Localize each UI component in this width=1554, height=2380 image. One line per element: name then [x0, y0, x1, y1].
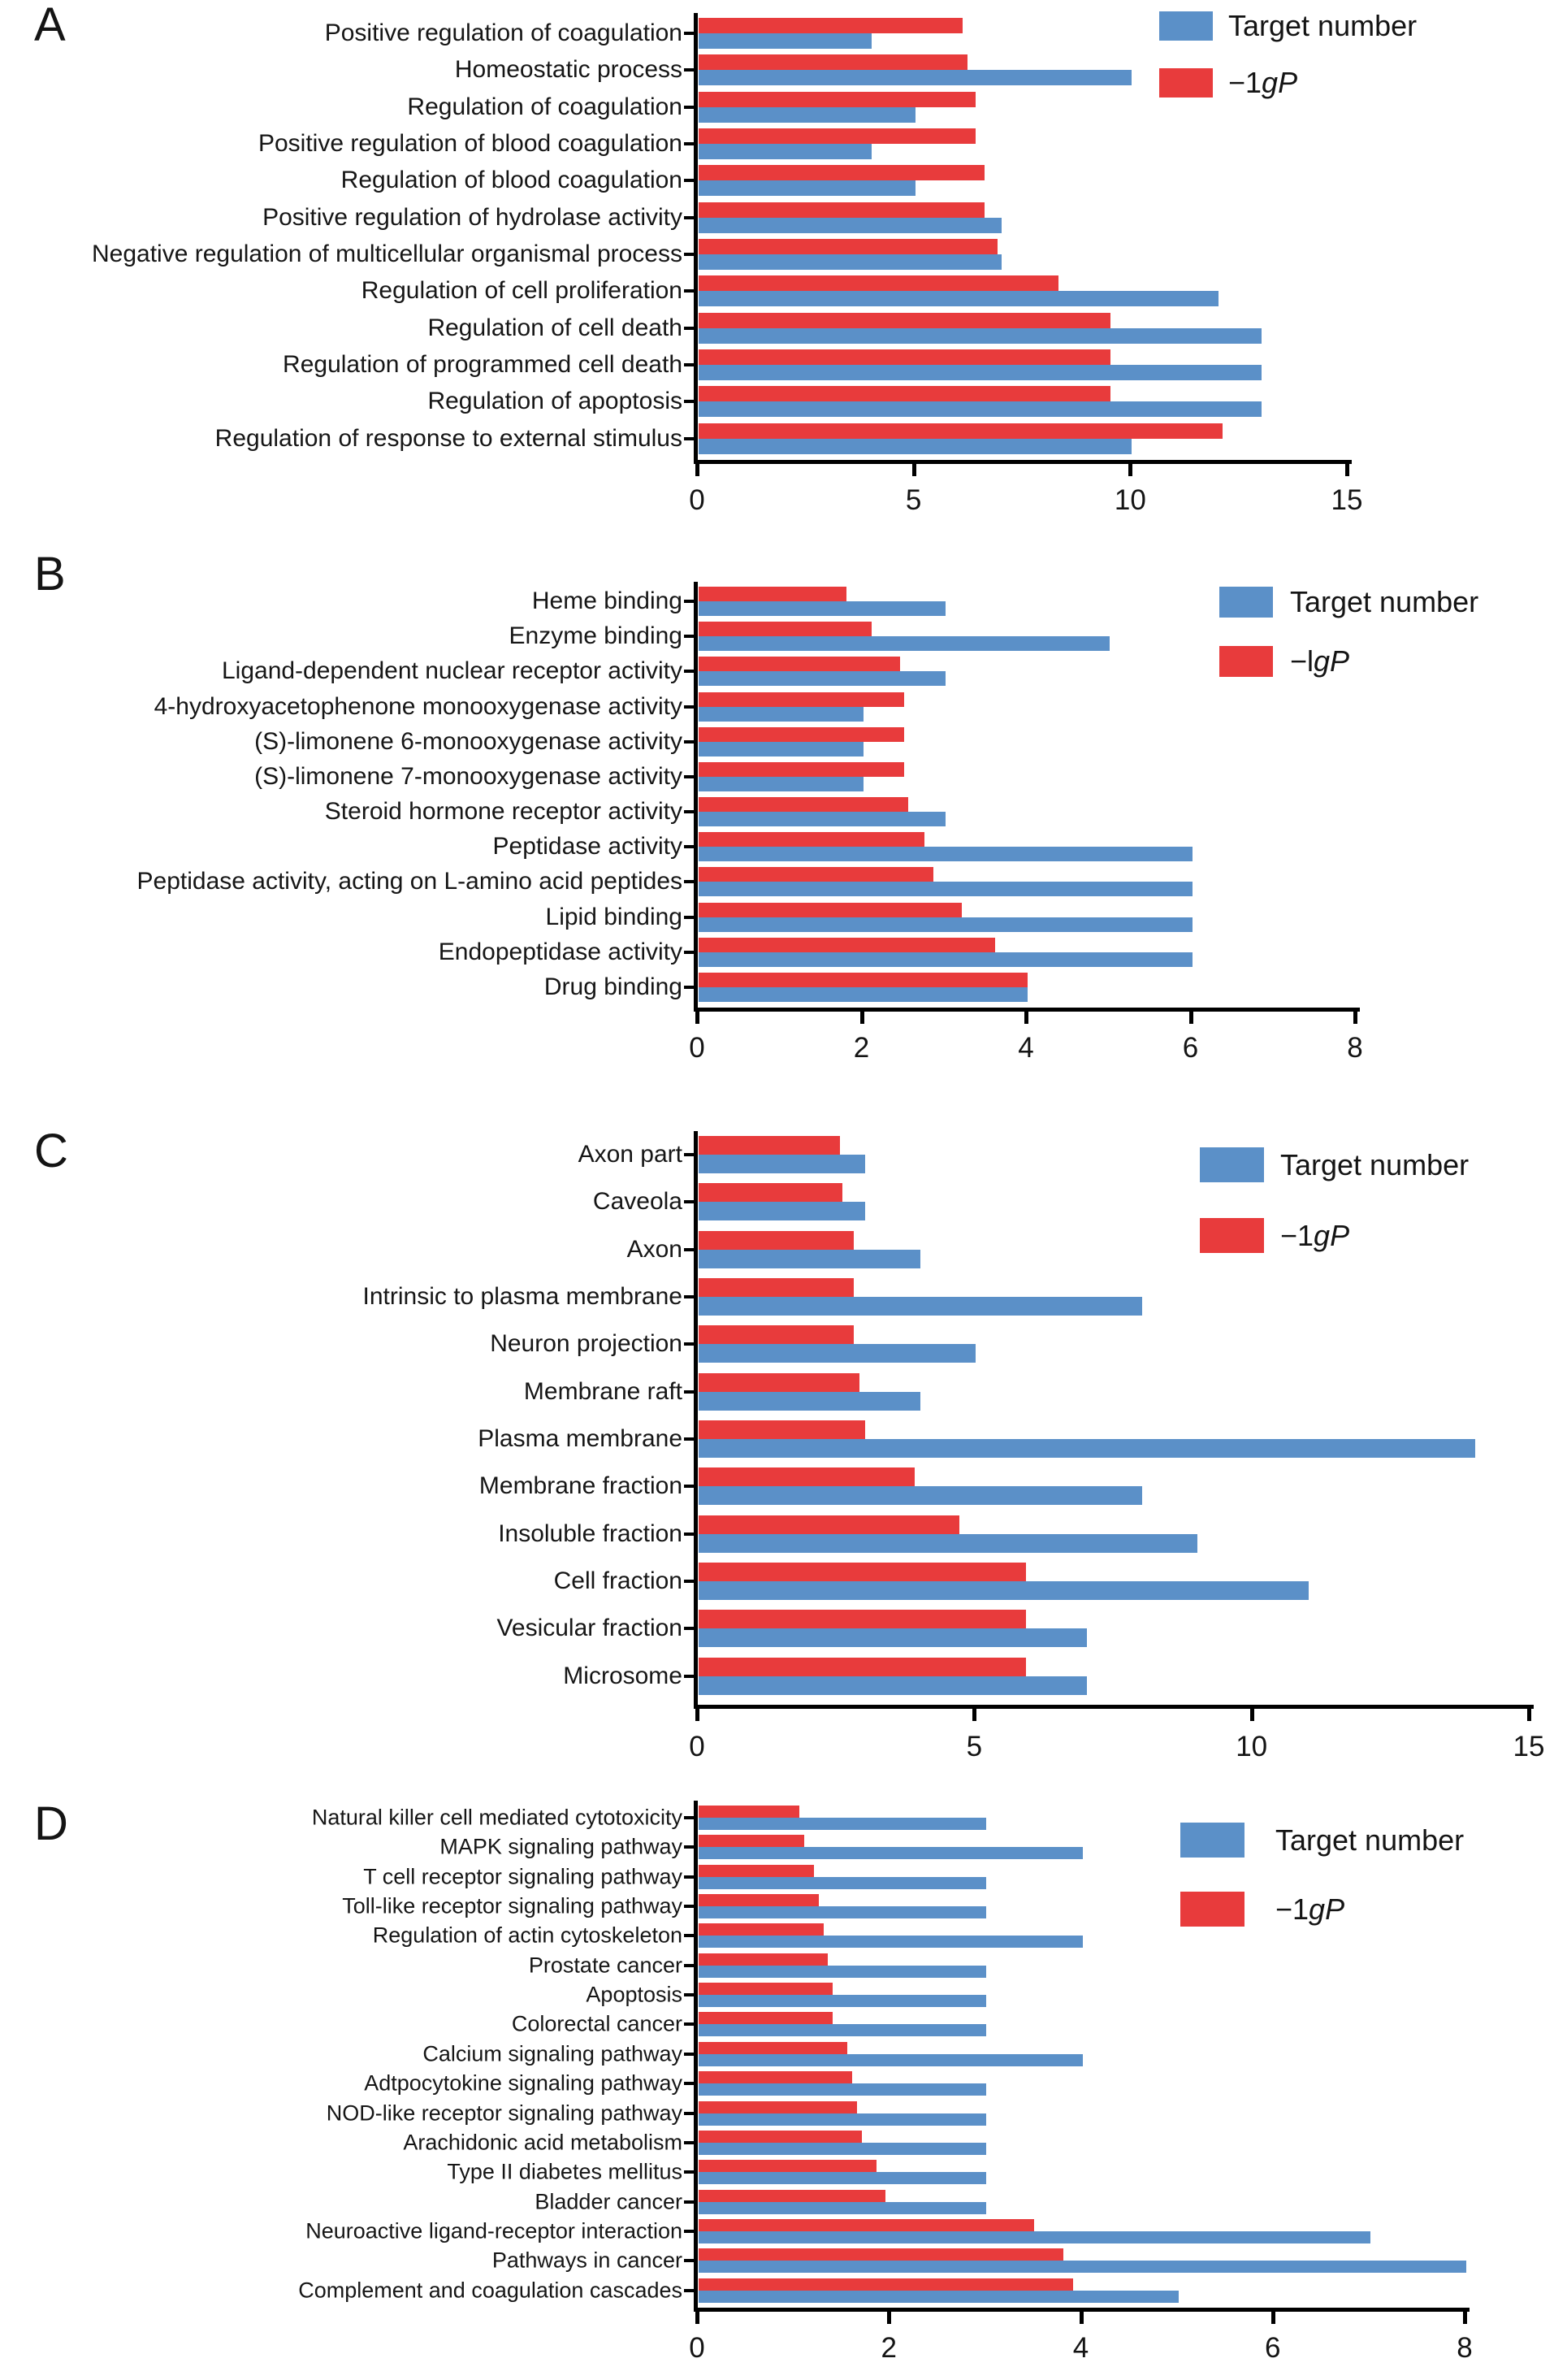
bar-lgp: [699, 239, 998, 254]
legend-target-swatch: [1200, 1147, 1264, 1182]
category-label: Neuron projection: [490, 1330, 682, 1358]
bar-target-number: [699, 1439, 1475, 1458]
bar-lgp: [699, 275, 1058, 291]
bar-target-number: [699, 2024, 986, 2036]
category-label: (S)-limonene 6-monooxygenase activity: [254, 727, 682, 755]
category-label: Toll-like receptor signaling pathway: [342, 1893, 682, 1918]
legend-lgp-swatch: [1159, 68, 1213, 98]
bar-target-number: [699, 847, 1193, 861]
category-label: Vesicular fraction: [496, 1615, 682, 1642]
category-label: Bladder cancer: [535, 2189, 682, 2214]
bar-target-number: [699, 636, 1110, 651]
x-axis-tick: [887, 2312, 891, 2324]
bar-lgp: [699, 2160, 877, 2172]
bar-lgp: [699, 1894, 819, 1906]
x-axis-tick: [1463, 2312, 1467, 2324]
y-axis-line: [694, 13, 698, 464]
category-label: Apoptosis: [586, 1982, 682, 2007]
bar-target-number: [699, 1392, 920, 1411]
bar-lgp: [699, 1835, 804, 1847]
bar-lgp: [699, 832, 924, 847]
bar-lgp: [699, 1806, 799, 1818]
category-label: Neuroactive ligand-receptor interaction: [305, 2218, 682, 2243]
bar-lgp: [699, 1325, 854, 1344]
bar-lgp: [699, 2190, 885, 2202]
panel-letter: C: [34, 1125, 68, 1177]
bar-target-number: [699, 439, 1132, 454]
legend-lgp-label: [1228, 68, 1297, 98]
bar-lgp: [699, 1136, 840, 1155]
bar-lgp: [699, 2131, 862, 2143]
bar-target-number: [699, 2231, 1370, 2243]
bar-target-number: [699, 707, 864, 722]
category-label: Positive regulation of hydrolase activity: [262, 203, 682, 231]
bar-lgp: [699, 1953, 828, 1966]
x-axis-tick-label: 0: [689, 1032, 705, 1064]
bar-lgp: [699, 1467, 915, 1486]
bar-lgp: [699, 2012, 833, 2024]
category-label: Prostate cancer: [528, 1953, 682, 1978]
bar-lgp: [699, 1373, 859, 1392]
bar-target-number: [699, 812, 946, 826]
category-label: Arachidonic acid metabolism: [403, 2130, 682, 2155]
bar-lgp: [699, 1923, 824, 1936]
category-label: T cell receptor signaling pathway: [363, 1864, 682, 1889]
x-axis-tick: [695, 2312, 699, 2324]
category-label: Regulation of blood coagulation: [340, 167, 682, 194]
bar-target-number: [699, 2054, 1083, 2066]
bar-lgp: [699, 1563, 1026, 1581]
bar-lgp: [699, 1183, 842, 1202]
legend-lgp-swatch: [1180, 1892, 1244, 1927]
category-label: Negative regulation of multicellular organismal process: [91, 241, 682, 267]
category-label: Regulation of cell death: [427, 314, 682, 341]
bar-lgp: [699, 2248, 1063, 2261]
legend-target-swatch: [1159, 11, 1213, 41]
x-axis-tick: [695, 1012, 699, 1024]
category-label: Pathways in cancer: [491, 2248, 682, 2273]
bar-lgp: [699, 1658, 1026, 1676]
category-label: Endopeptidase activity: [438, 938, 682, 965]
bar-target-number: [699, 1818, 986, 1830]
category-label: Membrane raft: [523, 1377, 682, 1405]
legend-lgp-label: [1290, 646, 1349, 677]
category-label: Adtpocytokine signaling pathway: [364, 2070, 682, 2096]
bar-target-number: [699, 1250, 920, 1268]
x-axis-tick-label: 8: [1457, 2332, 1473, 2364]
category-label: Positive regulation of coagulation: [324, 20, 682, 46]
bar-target-number: [699, 671, 946, 686]
bar-lgp: [699, 423, 1223, 439]
legend-lgp-italic: gP: [1314, 1219, 1350, 1252]
category-label: Natural killer cell mediated cytotoxicity: [311, 1805, 682, 1830]
x-axis-tick-label: 2: [853, 1032, 870, 1064]
category-label: Caveola: [592, 1188, 682, 1216]
category-label: Complement and coagulation cascades: [298, 2278, 682, 2303]
bar-lgp: [699, 762, 904, 777]
bar-target-number: [699, 33, 872, 49]
bar-target-number: [699, 1202, 865, 1220]
legend-target-swatch: [1180, 1823, 1244, 1858]
bar-lgp: [699, 128, 976, 144]
legend-lgp-swatch: [1200, 1218, 1264, 1253]
bar-target-number: [699, 144, 872, 159]
bar-lgp: [699, 313, 1110, 328]
x-axis-tick-label: 4: [1018, 1032, 1034, 1064]
bar-lgp: [699, 202, 985, 218]
category-label: Type II diabetes mellitus: [447, 2159, 682, 2184]
category-label: Peptidase activity, acting on L-amino acid peptides: [136, 868, 682, 895]
bar-lgp: [699, 386, 1110, 401]
category-label: NOD-like receptor signaling pathway: [326, 2100, 682, 2126]
legend-lgp-label: [1280, 1218, 1349, 1253]
x-axis-tick-label: 15: [1331, 484, 1363, 516]
category-label: Regulation of cell proliferation: [361, 277, 682, 305]
category-label: Drug binding: [543, 973, 682, 1000]
category-label: Homeostatic process: [454, 56, 682, 84]
bar-target-number: [699, 601, 946, 616]
bar-lgp: [699, 1231, 854, 1250]
x-axis-tick-label: 8: [1347, 1032, 1363, 1064]
legend-lgp-italic: gP: [1309, 1892, 1345, 1926]
bar-target-number: [699, 2083, 986, 2096]
category-label: 4-hydroxyacetophenone monooxygenase activity: [154, 692, 682, 720]
bar-target-number: [699, 291, 1219, 306]
bar-target-number: [699, 1534, 1197, 1553]
bar-target-number: [699, 882, 1193, 896]
legend-target-label: Target number: [1290, 585, 1479, 618]
bar-target-number: [699, 1847, 1083, 1859]
x-axis-tick-label: 5: [966, 1731, 983, 1762]
bar-target-number: [699, 987, 1028, 1002]
legend-lgp-italic: gP: [1314, 644, 1350, 678]
bar-target-number: [699, 180, 916, 196]
category-label: Heme binding: [531, 587, 682, 614]
y-axis-line: [694, 1801, 698, 2312]
bar-lgp: [699, 1865, 814, 1877]
bar-target-number: [699, 742, 864, 756]
legend-lgp-prefix: −l: [1290, 644, 1314, 678]
legend-lgp-prefix: −1: [1228, 66, 1262, 99]
bar-target-number: [699, 1906, 986, 1918]
category-label: Lipid binding: [545, 903, 682, 930]
x-axis-tick: [1080, 2312, 1084, 2324]
category-label: Ligand-dependent nuclear receptor activity: [221, 657, 682, 685]
bar-lgp: [699, 165, 985, 180]
bar-lgp: [699, 2278, 1073, 2291]
category-label: Intrinsic to plasma membrane: [362, 1283, 682, 1310]
bar-lgp: [699, 2101, 857, 2113]
bar-lgp: [699, 692, 904, 707]
category-label: Regulation of coagulation: [407, 93, 682, 120]
bar-target-number: [699, 2202, 986, 2214]
bar-lgp: [699, 1278, 854, 1297]
bar-target-number: [699, 70, 1132, 85]
category-label: Plasma membrane: [478, 1425, 682, 1452]
x-axis-tick-label: 0: [689, 484, 705, 516]
bar-lgp: [699, 2042, 847, 2054]
x-axis-tick-label: 0: [689, 1731, 705, 1762]
bar-target-number: [699, 1486, 1142, 1505]
panel-letter: B: [34, 548, 66, 600]
x-axis-tick: [972, 1709, 976, 1721]
x-axis-tick: [695, 464, 699, 476]
category-label: Axon part: [578, 1141, 682, 1168]
bar-target-number: [699, 2261, 1466, 2273]
bar-target-number: [699, 1676, 1087, 1695]
bar-target-number: [699, 1581, 1309, 1600]
bar-lgp: [699, 2219, 1034, 2231]
x-axis-tick: [1250, 1709, 1254, 1721]
category-label: Steroid hormone receptor activity: [324, 798, 682, 825]
legend-lgp-prefix: −1: [1275, 1892, 1309, 1926]
bar-lgp: [699, 587, 846, 601]
bar-lgp: [699, 1515, 959, 1534]
x-axis-tick-label: 15: [1513, 1731, 1545, 1762]
bar-target-number: [699, 218, 1002, 233]
bar-lgp: [699, 349, 1110, 365]
legend-lgp-prefix: −1: [1280, 1219, 1314, 1252]
bar-lgp: [699, 727, 904, 742]
x-axis-tick: [912, 464, 916, 476]
category-label: Regulation of programmed cell death: [283, 351, 682, 378]
y-axis-line: [694, 1131, 698, 1709]
bar-lgp: [699, 92, 976, 107]
y-axis-line: [694, 582, 698, 1012]
legend-target-label: Target number: [1280, 1148, 1470, 1181]
category-label: Regulation of actin cytoskeleton: [372, 1923, 682, 1948]
x-axis-tick: [1128, 464, 1132, 476]
bar-target-number: [699, 777, 864, 791]
bar-target-number: [699, 1936, 1083, 1948]
bar-target-number: [699, 328, 1262, 344]
bar-lgp: [699, 18, 963, 33]
x-axis-tick-label: 2: [881, 2332, 897, 2364]
bar-target-number: [699, 2113, 986, 2126]
bar-lgp: [699, 1983, 833, 1995]
category-label: Regulation of response to external stimulus: [214, 424, 682, 452]
category-label: Peptidase activity: [492, 833, 682, 861]
panel-d: [0, 1771, 1554, 2380]
x-axis-tick-label: 5: [905, 484, 922, 516]
legend-lgp-swatch: [1219, 646, 1273, 677]
bar-target-number: [699, 1966, 986, 1978]
bar-target-number: [699, 2291, 1179, 2303]
bar-lgp: [699, 2071, 852, 2083]
x-axis-tick: [860, 1012, 864, 1024]
bar-lgp: [699, 973, 1028, 987]
x-axis-tick-label: 4: [1072, 2332, 1089, 2364]
panel-b: [0, 536, 1554, 1105]
x-axis-tick: [1024, 1012, 1028, 1024]
bar-target-number: [699, 365, 1262, 380]
legend-target-label: Target number: [1228, 9, 1418, 42]
bar-target-number: [699, 1155, 865, 1173]
bar-target-number: [699, 401, 1262, 417]
x-axis-tick-label: 6: [1182, 1032, 1199, 1064]
bar-target-number: [699, 1344, 976, 1363]
bar-target-number: [699, 2143, 986, 2155]
x-axis-line: [694, 1705, 1534, 1709]
category-label: Enzyme binding: [509, 622, 682, 650]
category-label: Membrane fraction: [478, 1472, 682, 1500]
category-label: Positive regulation of blood coagulation: [258, 130, 682, 157]
bar-lgp: [699, 622, 872, 636]
category-label: Insoluble fraction: [498, 1519, 682, 1547]
bar-target-number: [699, 952, 1193, 967]
bar-lgp: [699, 1610, 1026, 1628]
bar-lgp: [699, 867, 933, 882]
bar-lgp: [699, 54, 967, 70]
bar-lgp: [699, 903, 962, 917]
x-axis-tick-label: 0: [689, 2332, 705, 2364]
bar-target-number: [699, 2172, 986, 2184]
bar-lgp: [699, 938, 995, 952]
category-label: Microsome: [563, 1662, 682, 1689]
bar-target-number: [699, 107, 916, 123]
bar-target-number: [699, 1297, 1142, 1316]
panel-letter: A: [34, 0, 66, 51]
panel-a: [0, 0, 1554, 536]
bar-target-number: [699, 917, 1193, 932]
x-axis-tick: [1271, 2312, 1275, 2324]
bar-target-number: [699, 1628, 1087, 1647]
category-label: Axon: [626, 1235, 682, 1263]
category-label: Regulation of apoptosis: [427, 388, 682, 415]
bar-lgp: [699, 657, 900, 671]
category-label: MAPK signaling pathway: [439, 1834, 682, 1859]
category-label: Colorectal cancer: [511, 2011, 682, 2036]
x-axis-tick: [1527, 1709, 1531, 1721]
x-axis-tick: [1189, 1012, 1193, 1024]
legend-target-swatch: [1219, 587, 1273, 618]
x-axis-tick-label: 10: [1236, 1731, 1268, 1762]
legend-lgp-label: [1275, 1892, 1344, 1927]
panel-letter: D: [34, 1797, 68, 1850]
category-label: Calcium signaling pathway: [422, 2041, 682, 2066]
legend-lgp-italic: gP: [1262, 66, 1298, 99]
bar-lgp: [699, 1420, 865, 1439]
bar-target-number: [699, 1877, 986, 1889]
legend-target-label: Target number: [1275, 1823, 1465, 1857]
x-axis-tick: [695, 1709, 699, 1721]
bar-target-number: [699, 254, 1002, 270]
category-label: Cell fraction: [553, 1567, 682, 1594]
x-axis-tick-label: 10: [1114, 484, 1146, 516]
x-axis-tick-label: 6: [1265, 2332, 1281, 2364]
panel-c: [0, 1105, 1554, 1771]
x-axis-line: [694, 460, 1352, 464]
bar-target-number: [699, 1995, 986, 2007]
bar-lgp: [699, 797, 908, 812]
x-axis-tick: [1345, 464, 1349, 476]
x-axis-tick: [1353, 1012, 1357, 1024]
category-label: (S)-limonene 7-monooxygenase activity: [254, 762, 682, 790]
